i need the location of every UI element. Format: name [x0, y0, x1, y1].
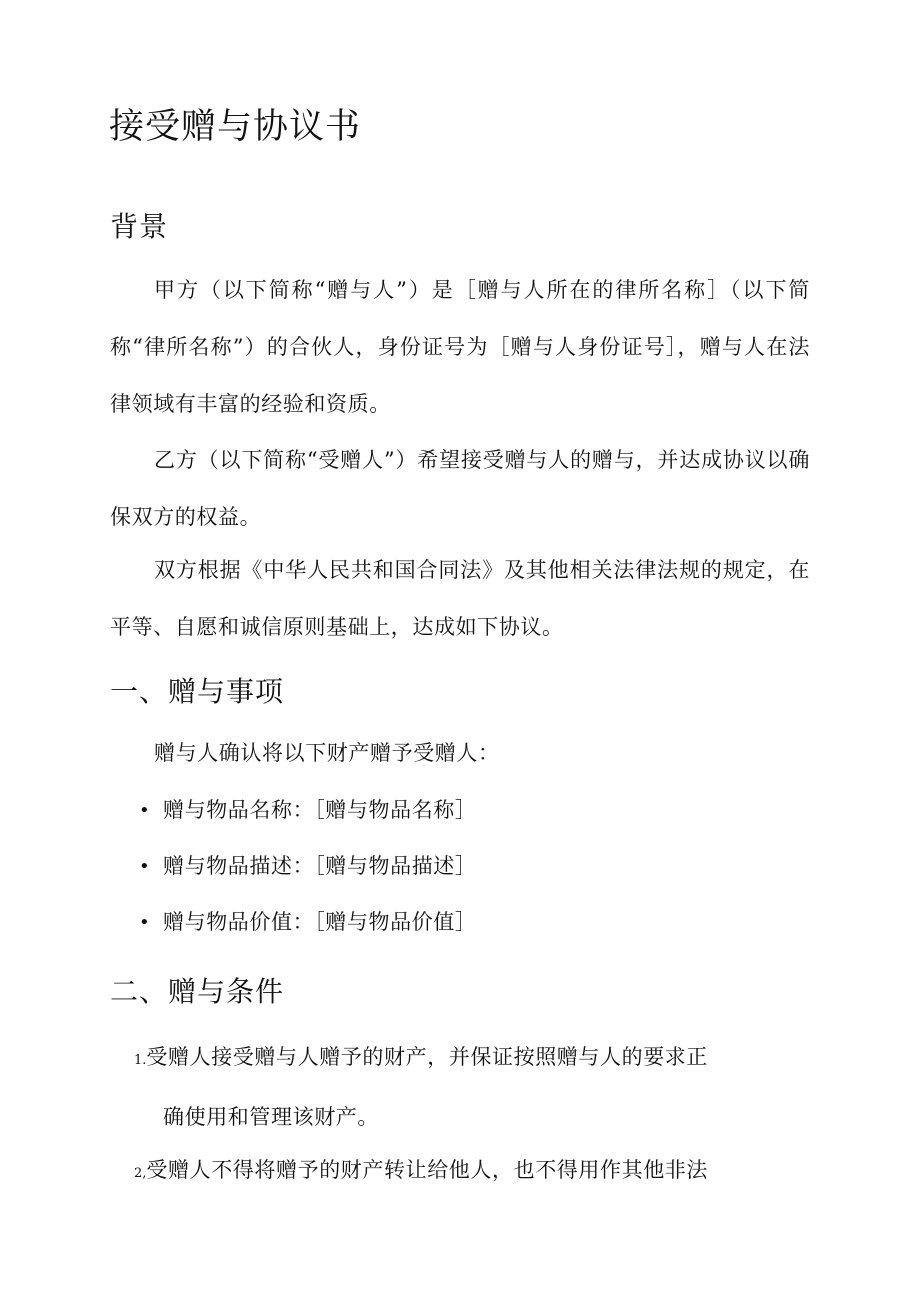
condition-text: 受赠人接受赠与人赠予的财产，并保证按照赠与人的要求正: [146, 1045, 709, 1069]
condition-item-1-continued: 确使用和管理该财产。: [163, 1105, 379, 1129]
section-heading-gift-conditions: 二、赠与条件: [110, 975, 285, 1008]
document-title: 接受赠与协议书: [109, 107, 362, 147]
section-heading-gift-items: 一、赠与事项: [110, 675, 285, 708]
gift-items-intro: 赠与人确认将以下财产赠予受赠人：: [154, 741, 500, 765]
condition-item-1: [134, 1042, 708, 1076]
gift-item-description: 赠与物品描述：［赠与物品描述］: [163, 854, 477, 878]
condition-text: 受赠人不得将赠予的财产转让给他人，也不得用作其他非法: [146, 1158, 709, 1182]
condition-item-2: [134, 1155, 708, 1189]
gift-item-name: 赠与物品名称：［赠与物品名称］: [163, 798, 477, 822]
bullet-icon: •: [139, 912, 150, 933]
gift-item-value: 赠与物品价值：［赠与物品价值］: [163, 910, 477, 934]
bullet-icon: •: [139, 856, 150, 877]
background-paragraph-2: 乙方（以下简称“受赠人”）希望接受赠与人的赠与，并达成协议以确保双方的权益。: [110, 448, 810, 529]
background-paragraph-3: 双方根据《中华人民共和国合同法》及其他相关法律法规的规定，在平等、自愿和诚信原则基础上，达成如下协议。: [110, 558, 810, 639]
bullet-icon: •: [139, 800, 150, 821]
background-paragraph-1: 甲方（以下简称“赠与人”）是［赠与人所在的律所名称］（以下简称“律所名称”）的合伙人，身份证号为［赠与人身份证号］，赠与人在法律领域有丰富的经验和资质。: [110, 278, 810, 416]
condition-number: 1.: [134, 1053, 147, 1068]
condition-number: 2,: [134, 1166, 147, 1181]
section-heading-background: 背景: [110, 210, 169, 243]
